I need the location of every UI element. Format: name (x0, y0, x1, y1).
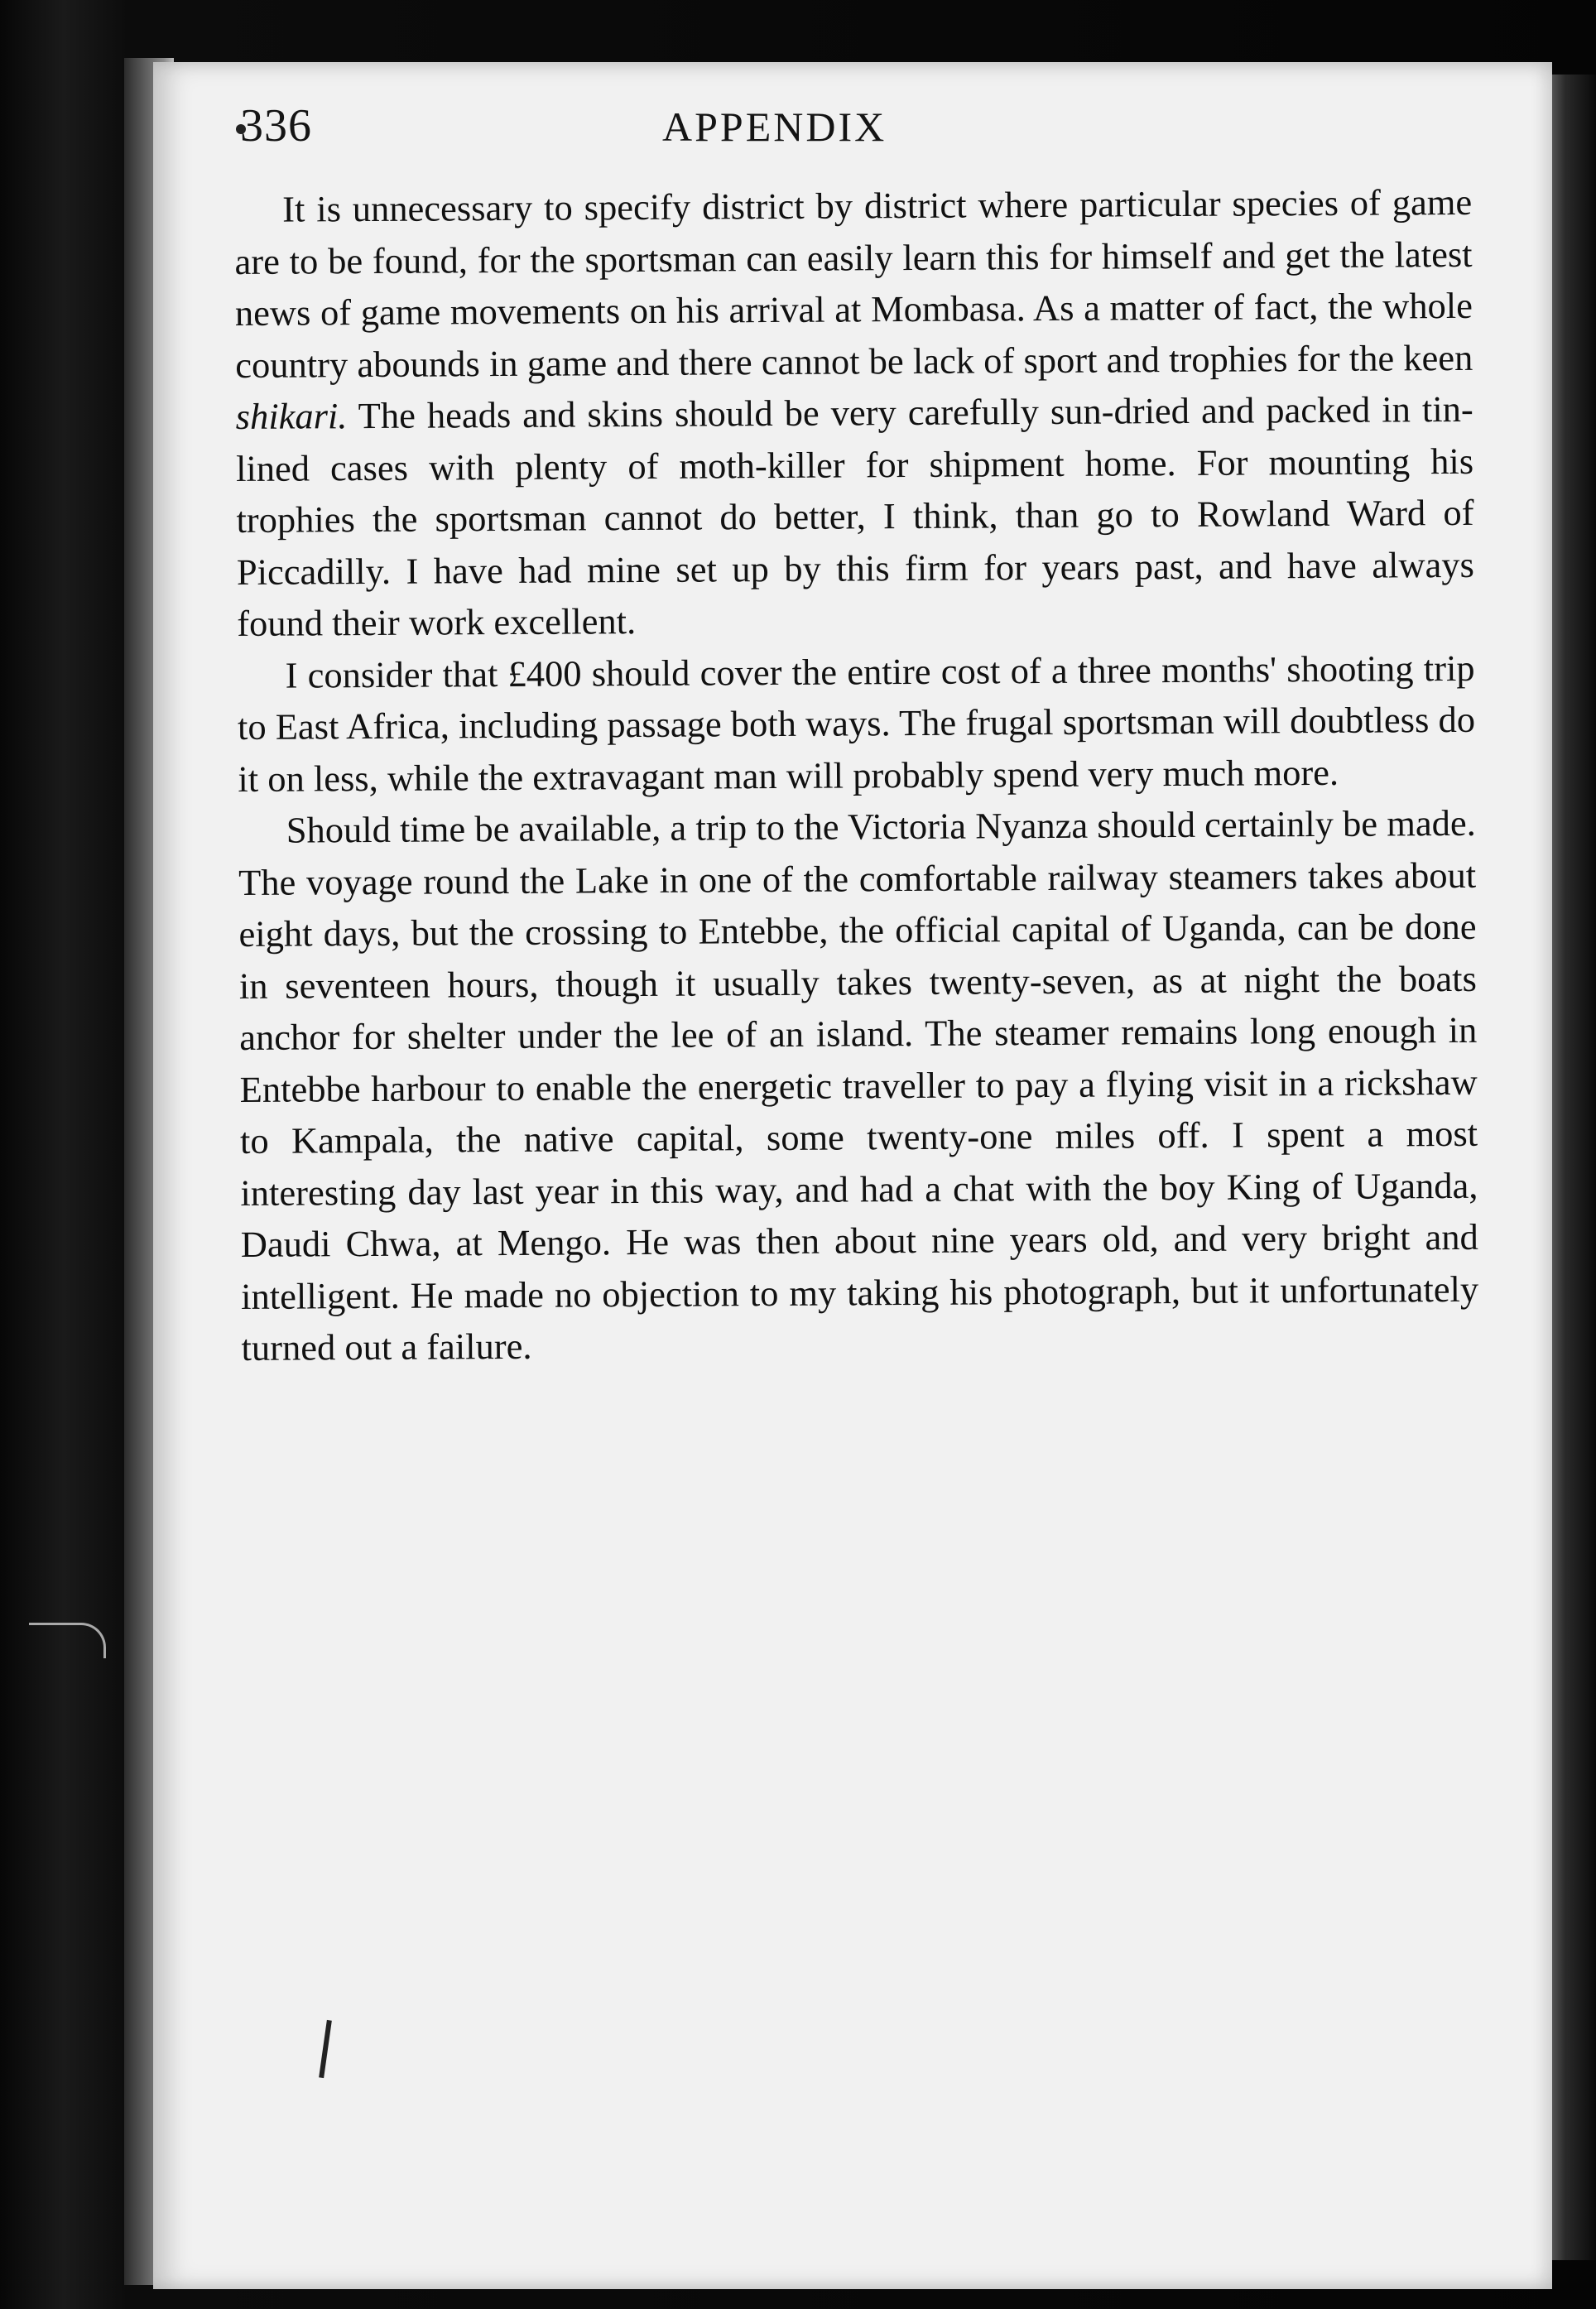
running-head: APPENDIX (662, 103, 887, 150)
paragraph-text: It is unnecessary to specify district by district where particular species of game are to be found, for the sportsman can easily learn this for himself and get the latest news of game movements on his arrival at Mombasa. As a matter of fact, the whole country abounds in game and there cannot be lack of sport and trophies for the keen (234, 180, 1473, 386)
paragraph-victoria-nyanza: Should time be available, a trip to the Victoria Nyanza should certainly be made. The voyage round the Lake in one of the comfortable railway steamers takes about eight days, but the crossing to Entebbe, the official capital of Uganda, can be done in seventeen hours, though it usually takes twenty-seven, as at night the boats anchor for shelter under the lee of an island. The steamer remains long enough in Entebbe harbour to enable the energetic traveller to pay a flying visit in a rickshaw to Kampala, the native capital, some twenty-one miles off. I spent a most interesting day last year in this way, and had a chat with the boy King of Uganda, Daudi Chwa, at Mengo. He was then about nine years old, and very bright and intelligent. He made no objection to my taking his photograph, but it unfortunately turned out a failure. (238, 801, 1479, 1369)
paragraph-text: The heads and skins should be very carefully sun-dried and packed in tin-lined cases with plenty of moth-killer for shipment home. For mounting his trophies the sportsman cannot do better, I think, than go to Rowland Ward of Piccadilly. I have had mine set up by this firm for years past, and have always found their work excellent. (235, 387, 1474, 644)
margin-mark (29, 1623, 106, 1658)
italic-term: shikari. (235, 395, 348, 437)
paragraph-trip-cost: I consider that £400 should cover the entire cost of a three months' shooting trip to East Africa, including passage both ways. The frugal sportsman will doubtless do it on less, while the extravagant man will probably spend very much more. (237, 647, 1476, 800)
body-text (234, 176, 1479, 1374)
page-number: 336 (240, 100, 312, 152)
page-header (240, 99, 1118, 174)
paragraph-game-districts (234, 176, 1474, 650)
